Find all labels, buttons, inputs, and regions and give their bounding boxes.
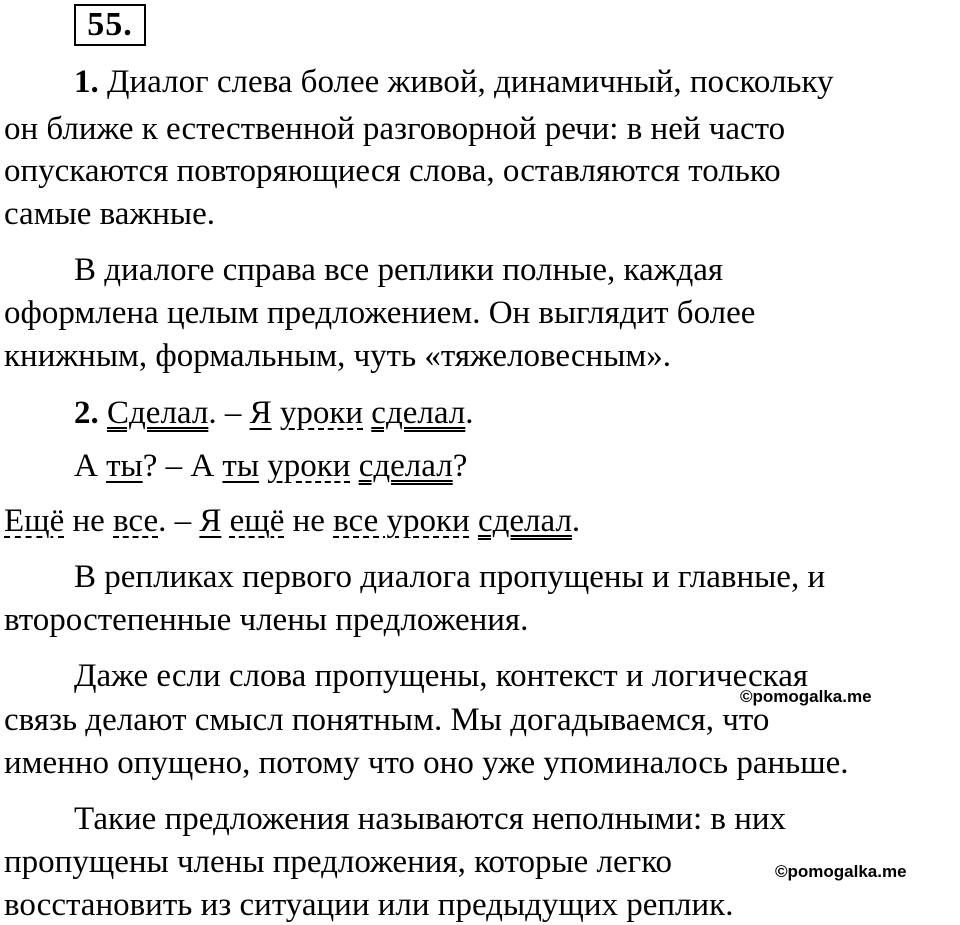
predicate-word: сделал [358,448,453,484]
object-word: уроки [279,395,364,431]
space [221,503,229,539]
paragraph-1-line-4: самые важные. [4,196,215,232]
paragraph-5-line-3: восстановить из ситуации или предыдущих реплик. [4,887,734,923]
space [470,503,478,539]
paragraph-4-line-1: Даже если слова пропущены, контекст и логическая [74,658,809,694]
dialogue-line-3 [4,501,960,541]
predicate-word: сделал [371,395,466,431]
predicate-word: сделал [477,503,572,539]
text: не [64,503,114,539]
dialogue-line-1 [74,393,960,433]
paragraph-3-line-1: В репликах первого диалога пропущены и главные, и [74,559,826,595]
text: не [284,503,334,539]
punct: . [465,395,474,431]
watermark: ©pomogalka.me [775,862,907,881]
watermark: ©pomogalka.me [740,687,872,706]
punct: ? [452,448,468,484]
adverb-word: Ещё [4,503,65,539]
paragraph-5-line-2: пропущены члены предложения, которые легко [4,844,673,880]
paragraph-1-line-3: опускаются повторяющиеся слова, оставляются только [4,153,781,189]
space [350,448,358,484]
object-word: уроки [267,448,351,484]
subject-word: ты [106,448,143,484]
punct: . – [208,395,250,431]
task-number: 55. [74,4,146,46]
paragraph-4-line-3: именно опущено, потому что оно уже упоминалось раньше. [4,745,849,781]
space [272,395,280,431]
paragraph-5-line-1: Такие предложения называются неполными: в них [74,801,787,837]
punct: . – [158,503,200,539]
item-number-1: 1. [74,64,99,100]
subject-word: Я [199,503,222,539]
paragraph-4-line-2: связь делают смысл понятным. Мы догадываемся, что [4,702,770,738]
paragraph-1-line-2: он ближе к естественной разговорной речи: в ней часто [4,111,786,147]
text: А [74,448,107,484]
subject-word: ты [222,448,260,484]
paragraph-1-text: Диалог слева более живой, динамичный, поскольку [98,64,834,100]
paragraph-1-line-1 [74,62,960,102]
paragraph-2-line-1: В диалоге справа все реплики полные, каждая [74,252,724,288]
adverb-word: ещё [229,503,285,539]
paragraph-2-line-2: оформлена целым предложением. Он выглядит более [4,295,756,331]
punct: ? – А [142,448,223,484]
predicate-word: Сделал [107,395,209,431]
paragraph-2-line-3: книжным, формальным, чуть «тяжеловесным». [4,338,672,374]
object-words: все уроки [333,503,470,539]
punct: . [571,503,581,539]
dialogue-line-2 [74,446,960,486]
paragraph-3-line-2: второстепенные члены предложения. [4,602,529,638]
item-number-2: 2. [74,395,99,431]
subject-word: Я [249,395,272,431]
object-word: все [113,503,159,539]
